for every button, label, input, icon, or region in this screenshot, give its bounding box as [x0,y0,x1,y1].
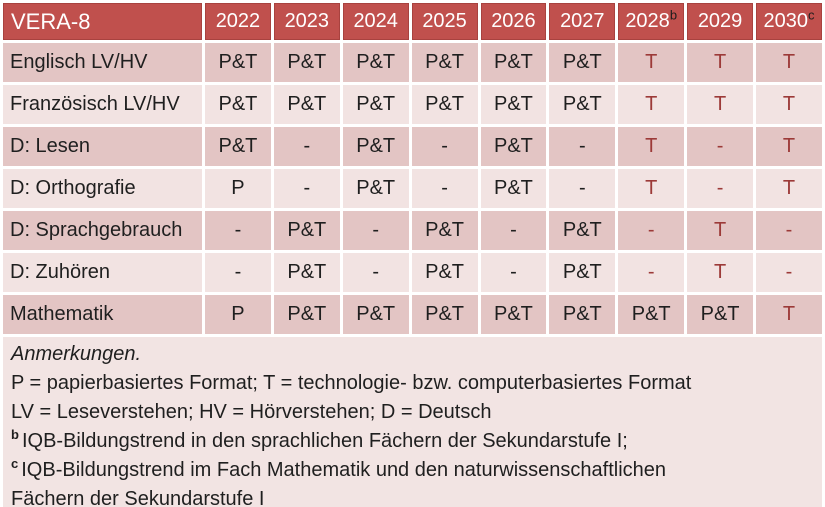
cell-2026: - [481,253,547,292]
footnote-marker-b: b [11,427,19,443]
cell-2030: T [756,295,822,334]
cell-2022: P [205,295,271,334]
cell-2025: P&T [412,295,478,334]
cell-2024: P&T [343,127,409,166]
note-line: LV = Leseverstehen; HV = Hörverstehen; D = Deutsch [11,401,492,423]
cell-2030: - [756,211,822,250]
cell-2026: P&T [481,43,547,82]
table-body [3,43,822,334]
cell-2023: P&T [274,43,340,82]
cell-2025: P&T [412,43,478,82]
table-title: VERA-8 [3,3,202,40]
cell-2023: P&T [274,295,340,334]
row-label: Englisch LV/HV [3,43,202,82]
note-line: Fächern der Sekundarstufe I [11,488,265,507]
cell-2029: - [687,169,753,208]
cell-2030: T [756,43,822,82]
cell-2026: P&T [481,85,547,124]
cell-2030: - [756,253,822,292]
cell-2028: T [618,169,684,208]
column-header-2030: 2030$^c$ [756,3,822,40]
footnote-marker-c: c [11,456,19,472]
footnote-marker-b: b [669,7,678,23]
column-header-2023: 2023 [274,3,340,40]
column-header-2027: 2027 [549,3,615,40]
cell-2029: - [687,127,753,166]
table-row [3,85,822,124]
cell-2024: P&T [343,169,409,208]
cell-2030: T [756,169,822,208]
cell-2028: T [618,43,684,82]
cell-2025: - [412,127,478,166]
cell-2029: T [687,85,753,124]
column-header-2028: 2028$^b$ [618,3,684,40]
column-header-2025: 2025 [412,3,478,40]
table-row [3,43,822,82]
column-header-2026: 2026 [481,3,547,40]
row-label: D: Sprachgebrauch [3,211,202,250]
note-line: Anmerkungen. [11,343,142,365]
cell-2025: P&T [412,211,478,250]
row-label: Mathematik [3,295,202,334]
table-row [3,127,822,166]
cell-2024: - [343,253,409,292]
cell-2026: P&T [481,169,547,208]
cell-2029: T [687,211,753,250]
footnote-marker-c: c [808,7,815,23]
table-header-row [3,3,822,40]
cell-2029: T [687,253,753,292]
cell-2029: P&T [687,295,753,334]
cell-2023: P&T [274,253,340,292]
cell-2030: T [756,127,822,166]
cell-2024: - [343,211,409,250]
notes-block [3,337,822,507]
table-row [3,169,822,208]
cell-2023: - [274,127,340,166]
cell-2027: P&T [549,211,615,250]
cell-2027: P&T [549,295,615,334]
note-line: $^b$ IQB-Bildungstrend in den sprachlichen Fächern der Sekundarstufe I; [11,427,628,452]
cell-2022: - [205,211,271,250]
cell-2022: P&T [205,85,271,124]
cell-2024: P&T [343,295,409,334]
column-header-2029: 2029 [687,3,753,40]
cell-2027: - [549,127,615,166]
cell-2028: - [618,253,684,292]
cell-2022: P [205,169,271,208]
cell-2026: P&T [481,295,547,334]
cell-2026: P&T [481,127,547,166]
cell-2028: T [618,85,684,124]
row-label: Französisch LV/HV [3,85,202,124]
note-line: $^c$ IQB-Bildungstrend im Fach Mathematik und den naturwissenschaftlichen [11,456,666,481]
cell-2028: P&T [618,295,684,334]
cell-2022: P&T [205,43,271,82]
table-row [3,295,822,334]
cell-2025: P&T [412,253,478,292]
cell-2027: P&T [549,85,615,124]
cell-2022: P&T [205,127,271,166]
cell-2027: - [549,169,615,208]
cell-2030: T [756,85,822,124]
cell-2027: P&T [549,43,615,82]
note-line: P = papierbasiertes Format; T = technologie- bzw. computerbasiertes Format [11,372,692,394]
row-label: D: Zuhören [3,253,202,292]
cell-2022: - [205,253,271,292]
cell-2025: - [412,169,478,208]
cell-2023: P&T [274,85,340,124]
column-header-2022: 2022 [205,3,271,40]
cell-2025: P&T [412,85,478,124]
cell-2023: P&T [274,211,340,250]
row-label: D: Lesen [3,127,202,166]
table-row [3,211,822,250]
cell-2028: T [618,127,684,166]
cell-2029: T [687,43,753,82]
cell-2026: - [481,211,547,250]
column-header-2024: 2024 [343,3,409,40]
table-row [3,253,822,292]
cell-2028: - [618,211,684,250]
cell-2027: P&T [549,253,615,292]
row-label: D: Orthografie [3,169,202,208]
cell-2023: - [274,169,340,208]
cell-2024: P&T [343,85,409,124]
cell-2024: P&T [343,43,409,82]
